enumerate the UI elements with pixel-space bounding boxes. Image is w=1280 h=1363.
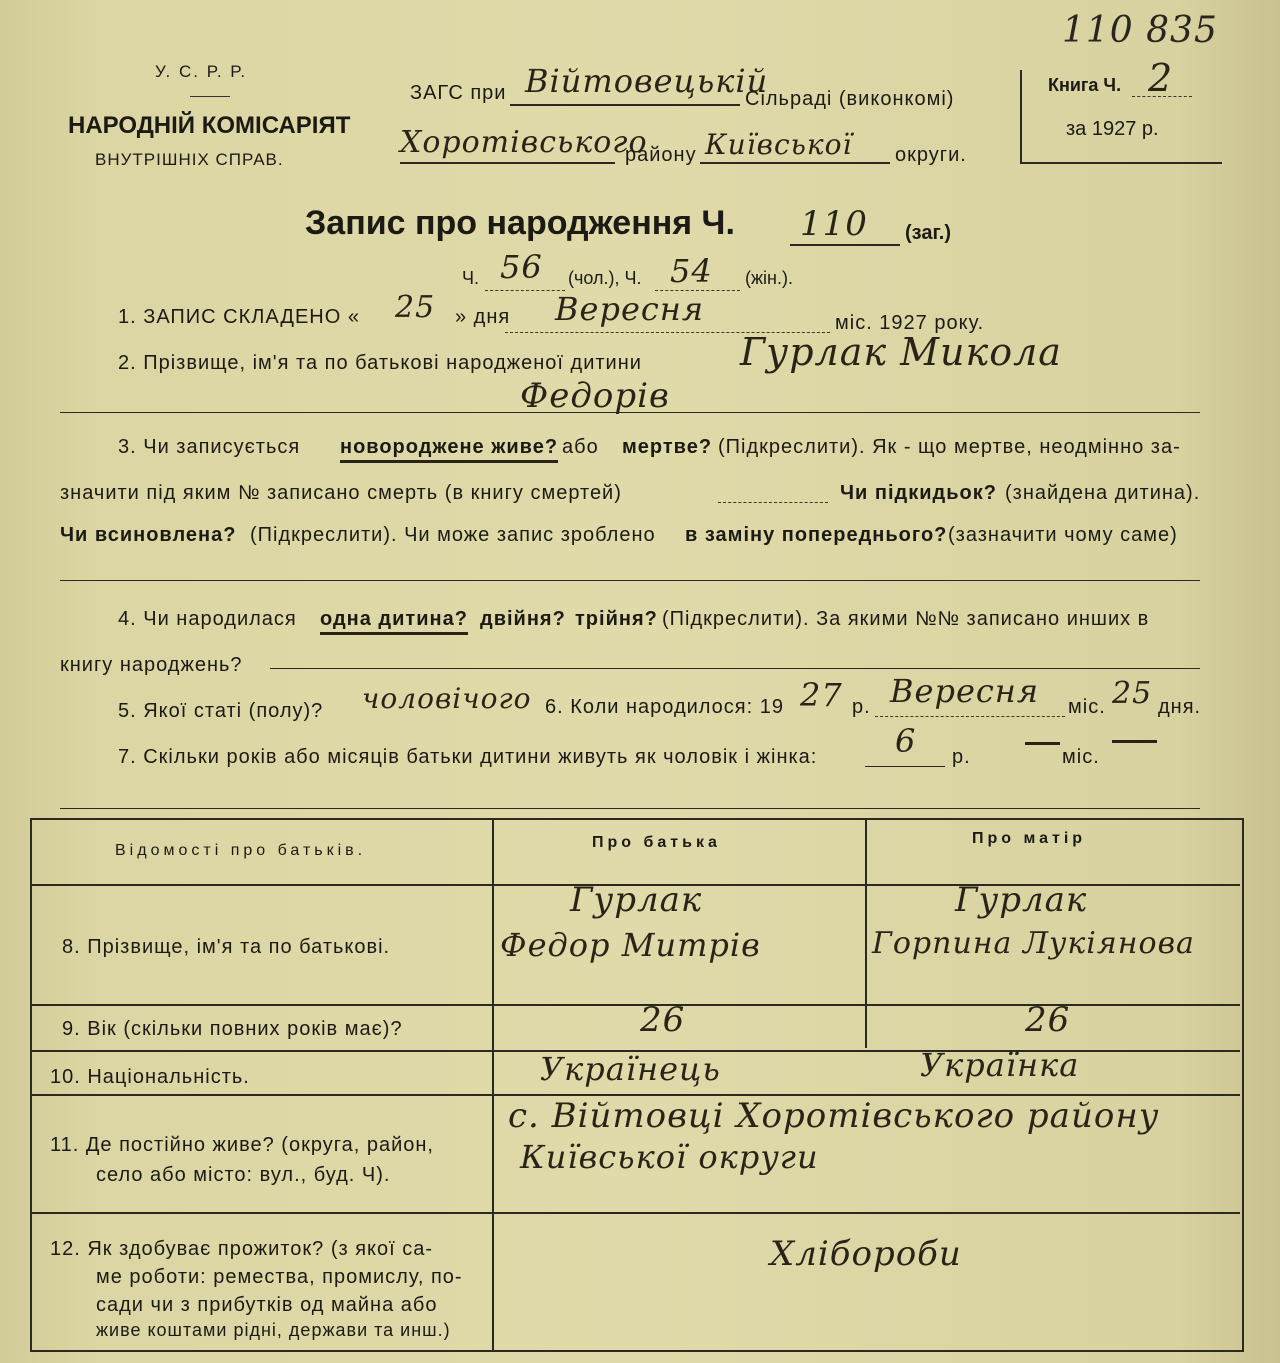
item1-suffix: міс. 1927 року. xyxy=(835,312,985,334)
zags-village-value: Війтовецькій xyxy=(525,62,769,100)
item3-adopted: Чи всиновлена? xyxy=(60,524,237,546)
zags-suffix: Сільраді (виконкомі) xyxy=(745,88,955,110)
male-number-line xyxy=(485,290,565,291)
row10-mother-nat: Українка xyxy=(920,1046,1080,1084)
item5-value: чоловічого xyxy=(362,682,532,715)
item4-f: книгу народжень? xyxy=(60,654,243,676)
republic-label: У. С. Р. Р. xyxy=(155,62,248,81)
female-number-value: 54 xyxy=(670,252,713,290)
item6-dnia: дня. xyxy=(1158,696,1202,718)
item3-e: (Підкреслити). Як - що мертве, неодмінно за- xyxy=(718,436,1181,458)
row8-label: 8. Прізвище, ім'я та по батькові. xyxy=(62,936,391,958)
commissariat-title: НАРОДНІЙ КОМІСАРІЯТ xyxy=(68,112,351,139)
row10-label: 10. Національність. xyxy=(50,1066,250,1088)
zags-prefix: ЗАГС при xyxy=(410,82,507,104)
row8-mother-name: Горпина Лукіянова xyxy=(872,926,1195,961)
item7-r: р. xyxy=(952,746,971,768)
table-col1-header: Відомості про батьків. xyxy=(115,842,367,859)
row12-label-1: 12. Як здобуває прожиток? (з якої са- xyxy=(50,1238,434,1260)
row12-occupation: Хлібороби xyxy=(770,1234,962,1274)
table-row-divider-4 xyxy=(30,1212,1240,1214)
item3-alive: новороджене живе? xyxy=(340,436,558,463)
item5-label: 5. Якої статі (полу)? xyxy=(118,700,324,722)
item7-label: 7. Скільки років або місяців батьки дитини живуть як чоловік і жінка: xyxy=(118,746,818,768)
item4-triplets: трійня? xyxy=(575,608,658,630)
item2-line xyxy=(60,412,1200,413)
male-number-value: 56 xyxy=(500,248,543,286)
item1-prefix: 1. ЗАПИС СКЛАДЕНО « xyxy=(118,306,360,328)
item3-j: (Підкреслити). Чи може запис зроблено xyxy=(250,524,656,546)
item6-r: р. xyxy=(852,696,871,718)
row12-label-4: живе коштами рідні, держави та инш.) xyxy=(96,1320,451,1340)
table-col-divider-1 xyxy=(492,818,494,1350)
item3-or: або xyxy=(562,436,599,458)
item1-day: 25 xyxy=(395,290,436,325)
record-number-value: 110 xyxy=(800,204,868,244)
okruha-line xyxy=(700,162,890,164)
row9-mother-age: 26 xyxy=(1025,1000,1071,1040)
item3-dead: мертве? xyxy=(622,436,713,458)
district-value: Хоротівського xyxy=(400,125,648,160)
item7-line xyxy=(60,808,1200,809)
item3-l: (зазначити чому саме) xyxy=(948,524,1178,546)
okruha-label: округи. xyxy=(895,144,967,166)
book-year: за 1927 р. xyxy=(1066,118,1159,140)
row9-father-age: 26 xyxy=(640,1000,686,1040)
zags-village-line xyxy=(510,104,740,106)
item2-name2: Федорів xyxy=(520,376,670,416)
item6-month: Вересня xyxy=(890,672,1040,710)
ch-label: Ч. xyxy=(462,268,479,288)
item6-label: 6. Коли народилося: 19 xyxy=(545,696,784,718)
row10-father-nat: Українець xyxy=(540,1050,721,1088)
item6-month-line xyxy=(875,716,1065,717)
item2-name: Гурлак Микола xyxy=(740,330,1062,374)
item4-e: (Підкреслити). За якими №№ записано инших в xyxy=(662,608,1150,630)
table-col-divider-2 xyxy=(865,818,867,1048)
item3-line xyxy=(60,580,1200,581)
item4-twins: двійня? xyxy=(480,608,566,630)
item6-year: 27 xyxy=(800,676,843,714)
item7-dash1 xyxy=(1025,742,1060,745)
row8-father-name: Федор Митрів xyxy=(500,926,761,964)
item3-found: (знайдена дитина). xyxy=(1005,482,1201,504)
record-number-line xyxy=(790,244,900,246)
item7-years-line xyxy=(865,766,945,767)
item3-replace: в заміну попереднього? xyxy=(685,524,948,546)
row12-label-3: сади чи з прибутків од майна або xyxy=(96,1294,438,1316)
record-title-suffix: (заг.) xyxy=(905,222,952,244)
item4-single: одна дитина? xyxy=(320,608,468,635)
item2-label: 2. Прізвище, ім'я та по батькові народженої дитини xyxy=(118,352,642,374)
female-label: (жін.). xyxy=(745,268,793,288)
row12-label-2: ме роботи: ремества, промислу, по- xyxy=(96,1266,463,1288)
row8-father-surname: Гурлак xyxy=(570,880,703,920)
record-title: Запис про народження Ч. xyxy=(305,204,735,242)
corner-number: 110 835 xyxy=(1062,10,1218,51)
item7-years: 6 xyxy=(895,722,917,760)
table-col3-header: Про матір xyxy=(972,830,1087,847)
table-col2-header: Про батька xyxy=(592,834,721,851)
item4-line xyxy=(270,668,1200,669)
row8-mother-surname: Гурлак xyxy=(955,880,1088,920)
commissariat-subtitle: ВНУТРІШНІХ СПРАВ. xyxy=(95,150,284,169)
row11-label-2: село або місто: вул., буд. Ч). xyxy=(96,1164,391,1186)
item3-death-line xyxy=(718,502,828,503)
district-line xyxy=(400,162,615,164)
item1-month: Вересня xyxy=(555,290,705,328)
item7-mis: міс. xyxy=(1062,746,1100,768)
item3-f: значити під яким № записано смерть (в книгу смертей) xyxy=(60,482,622,504)
item3-a: 3. Чи записується xyxy=(118,436,301,458)
item3-foundling: Чи підкидьок? xyxy=(840,482,997,504)
okruha-value: Київської xyxy=(705,128,853,161)
male-label: (чол.), Ч. xyxy=(568,268,642,288)
book-label: Книга Ч. xyxy=(1048,75,1122,95)
book-number-value: 2 xyxy=(1148,56,1174,100)
header-divider xyxy=(190,96,230,97)
district-label: району xyxy=(625,144,697,166)
row11-label-1: 11. Де постійно живе? (округа, район, xyxy=(50,1134,434,1156)
item4-a: 4. Чи народилася xyxy=(118,608,297,630)
item1-mid: » дня xyxy=(455,306,511,328)
row11-address-2: Київської округи xyxy=(520,1138,819,1176)
item6-day: 25 xyxy=(1112,676,1153,711)
item7-dash2 xyxy=(1112,740,1157,743)
row11-address-1: с. Війтовці Хоротівського району xyxy=(508,1096,1160,1136)
row9-label: 9. Вік (скільки повних років має)? xyxy=(62,1018,403,1040)
item6-mis: міс. xyxy=(1068,696,1106,718)
